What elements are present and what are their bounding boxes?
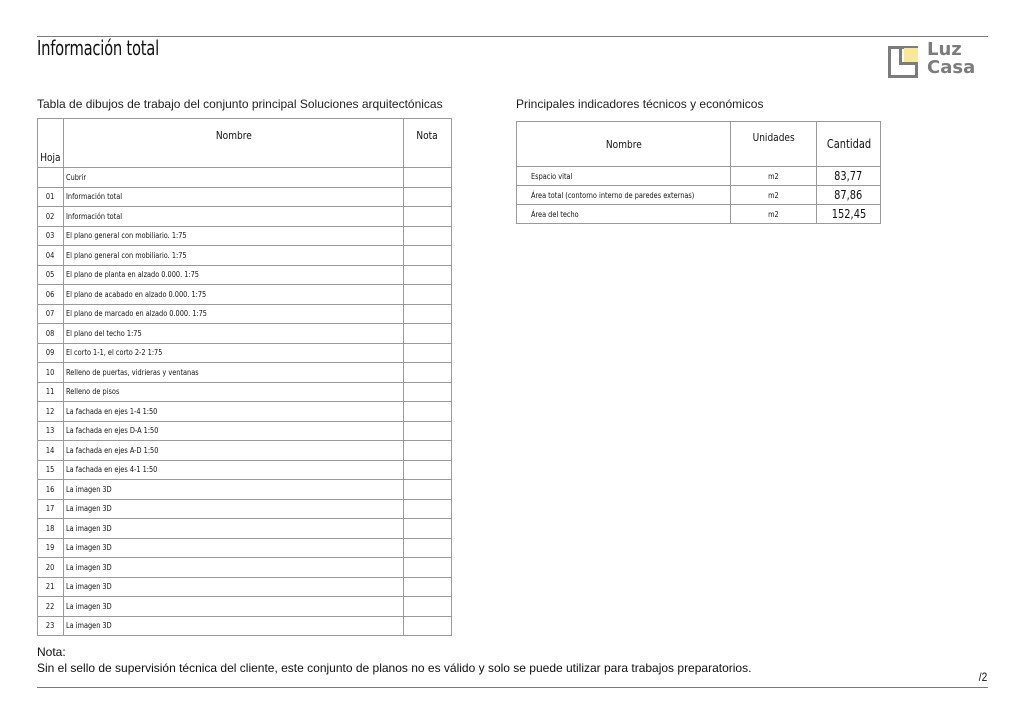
sheet-cell: 06 xyxy=(38,285,64,305)
note-cell xyxy=(404,207,452,227)
sheet-cell: 01 xyxy=(38,187,64,207)
name-cell: Área del techo xyxy=(517,205,731,224)
table-row xyxy=(38,226,452,246)
sheet-cell: 07 xyxy=(38,304,64,324)
drawings-table xyxy=(37,118,452,636)
drawings-table-caption: Tabla de dibujos de trabajo del conjunto principal Soluciones arquitectónicas xyxy=(37,97,443,111)
sheet-cell: 16 xyxy=(38,480,64,500)
note-cell xyxy=(404,285,452,305)
note-cell xyxy=(404,343,452,363)
note-cell xyxy=(404,480,452,500)
logo xyxy=(888,39,988,84)
page-title: Información total xyxy=(37,36,159,60)
name-cell: La fachada en ejes D-A 1:50 xyxy=(63,421,403,441)
note-cell xyxy=(404,265,452,285)
note-label: Nota: xyxy=(37,645,66,659)
table-row xyxy=(38,597,452,617)
name-cell: La fachada en ejes A-D 1:50 xyxy=(63,441,403,461)
table-row xyxy=(38,558,452,578)
table-row xyxy=(38,324,452,344)
note-cell xyxy=(404,421,452,441)
sheet-cell: 12 xyxy=(38,402,64,422)
top-rule xyxy=(37,36,988,37)
sheet-cell: 18 xyxy=(38,519,64,539)
header-units: Unidades xyxy=(731,122,817,167)
name-cell: La imagen 3D xyxy=(63,616,403,636)
name-cell: El plano general con mobiliario. 1:75 xyxy=(63,226,403,246)
table-row xyxy=(38,187,452,207)
table-row xyxy=(38,265,452,285)
name-cell: La imagen 3D xyxy=(63,499,403,519)
bottom-rule xyxy=(37,687,988,688)
table-row xyxy=(38,382,452,402)
sheet-cell: 04 xyxy=(38,246,64,266)
name-cell: Cubrir xyxy=(63,168,403,188)
table-row xyxy=(517,186,881,205)
table-row xyxy=(38,499,452,519)
table-row xyxy=(38,519,452,539)
sheet-cell: 19 xyxy=(38,538,64,558)
table-row xyxy=(38,577,452,597)
sheet-cell: 14 xyxy=(38,441,64,461)
note-cell xyxy=(404,577,452,597)
note-cell xyxy=(404,382,452,402)
sheet-cell: 09 xyxy=(38,343,64,363)
table-row xyxy=(38,421,452,441)
note-cell xyxy=(404,538,452,558)
note-cell xyxy=(404,168,452,188)
note-cell xyxy=(404,558,452,578)
table-row xyxy=(38,168,452,188)
name-cell: Información total xyxy=(63,187,403,207)
sheet-cell xyxy=(38,168,64,188)
note-cell xyxy=(404,597,452,617)
note-cell xyxy=(404,187,452,207)
name-cell: La imagen 3D xyxy=(63,558,403,578)
sheet-cell: 22 xyxy=(38,597,64,617)
note-cell xyxy=(404,226,452,246)
name-cell: Relleno de pisos xyxy=(63,382,403,402)
name-cell: El corto 1-1, el corto 2-2 1:75 xyxy=(63,343,403,363)
name-cell: Espacio vital xyxy=(517,167,731,186)
indicators-table-caption: Principales indicadores técnicos y económicos xyxy=(516,97,764,111)
units-cell: m2 xyxy=(731,186,817,205)
name-cell: El plano de marcado en alzado 0.000. 1:75 xyxy=(63,304,403,324)
logo-wordmark: Luz Casa xyxy=(927,39,976,78)
name-cell: El plano del techo 1:75 xyxy=(63,324,403,344)
header-quantity: Cantidad xyxy=(817,122,881,167)
table-row xyxy=(38,538,452,558)
header-sheet: Hoja xyxy=(38,119,64,168)
note-cell xyxy=(404,246,452,266)
name-cell: La imagen 3D xyxy=(63,519,403,539)
sheet-cell: 13 xyxy=(38,421,64,441)
name-cell: Relleno de puertas, vidrieras y ventanas xyxy=(63,363,403,383)
table-row xyxy=(38,363,452,383)
note-cell xyxy=(404,324,452,344)
quantity-cell: 152,45 xyxy=(817,205,881,224)
name-cell: El plano de acabado en alzado 0.000. 1:75 xyxy=(63,285,403,305)
sheet-cell: 21 xyxy=(38,577,64,597)
name-cell: La imagen 3D xyxy=(63,538,403,558)
sheet-cell: 02 xyxy=(38,207,64,227)
name-cell: La imagen 3D xyxy=(63,480,403,500)
table-header-row xyxy=(517,122,881,167)
name-cell: La imagen 3D xyxy=(63,597,403,617)
header-name: Nombre xyxy=(63,119,403,168)
table-row xyxy=(38,246,452,266)
note-cell xyxy=(404,304,452,324)
units-cell: m2 xyxy=(731,205,817,224)
sheet-cell: 23 xyxy=(38,616,64,636)
name-cell: El plano general con mobiliario. 1:75 xyxy=(63,246,403,266)
sheet-cell: 11 xyxy=(38,382,64,402)
logo-inner-corner xyxy=(899,46,918,65)
note-cell xyxy=(404,402,452,422)
table-row xyxy=(38,616,452,636)
page-number: /2 xyxy=(978,670,988,684)
table-row xyxy=(517,167,881,186)
name-cell: Información total xyxy=(63,207,403,227)
note-cell xyxy=(404,616,452,636)
note-cell xyxy=(404,519,452,539)
note-cell xyxy=(404,441,452,461)
table-row xyxy=(38,343,452,363)
name-cell: La fachada en ejes 1-4 1:50 xyxy=(63,402,403,422)
sheet-cell: 08 xyxy=(38,324,64,344)
table-row xyxy=(517,205,881,224)
quantity-cell: 83,77 xyxy=(817,167,881,186)
name-cell: Área total (contorno interno de paredes externas) xyxy=(517,186,731,205)
table-row xyxy=(38,207,452,227)
table-row xyxy=(38,480,452,500)
name-cell: La imagen 3D xyxy=(63,577,403,597)
name-cell: La fachada en ejes 4-1 1:50 xyxy=(63,460,403,480)
table-row xyxy=(38,304,452,324)
sheet-cell: 03 xyxy=(38,226,64,246)
sheet-cell: 05 xyxy=(38,265,64,285)
table-header-row xyxy=(38,119,452,168)
note-cell xyxy=(404,363,452,383)
sheet-cell: 20 xyxy=(38,558,64,578)
units-cell: m2 xyxy=(731,167,817,186)
sheet-cell: 10 xyxy=(38,363,64,383)
sheet-cell: 15 xyxy=(38,460,64,480)
table-row xyxy=(38,441,452,461)
header-name: Nombre xyxy=(517,122,731,167)
note-cell xyxy=(404,499,452,519)
table-row xyxy=(38,460,452,480)
name-cell: El plano de planta en alzado 0.000. 1:75 xyxy=(63,265,403,285)
table-row xyxy=(38,402,452,422)
indicators-table xyxy=(516,121,881,224)
table-row xyxy=(38,285,452,305)
quantity-cell: 87,86 xyxy=(817,186,881,205)
header-note: Nota xyxy=(404,119,452,168)
sheet-cell: 17 xyxy=(38,499,64,519)
note-text: Sin el sello de supervisión técnica del cliente, este conjunto de planos no es válido y solo se puede utilizar para trabajos preparatorios. xyxy=(37,661,752,675)
note-cell xyxy=(404,460,452,480)
